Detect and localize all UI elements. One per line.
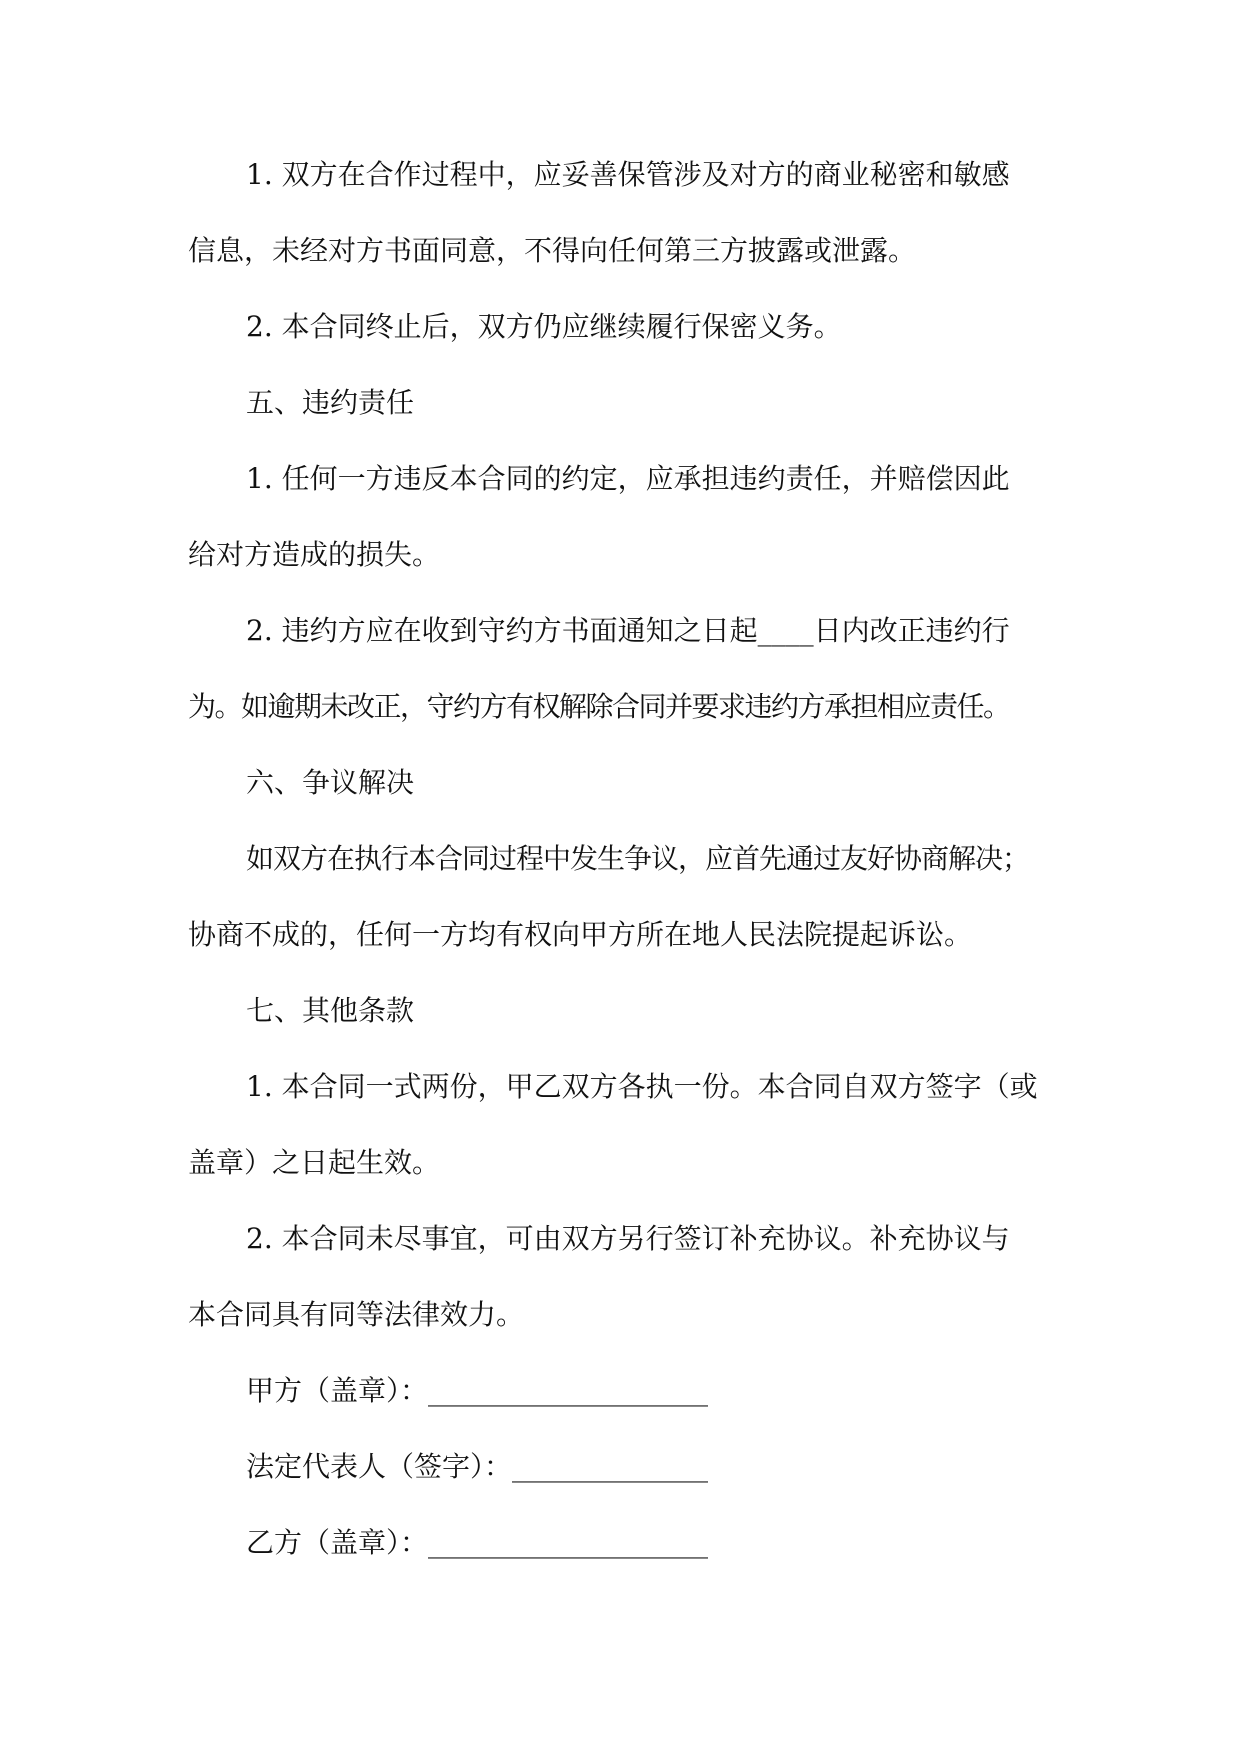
paragraph-line: 协商不成的，任何一方均有权向甲方所在地人民法院提起诉讼。 xyxy=(188,918,973,951)
contract-body xyxy=(188,137,1068,1581)
liability-clause-2 xyxy=(188,593,1068,745)
legal-representative-signature-line: 法定代表人（签字）：______________ xyxy=(246,1450,709,1483)
other-terms-clause-1 xyxy=(188,1049,1068,1201)
paragraph-line: 2. 本合同未尽事宜，可由双方另行签订补充协议。补充协议与 xyxy=(246,1222,1010,1255)
section-heading-liability: 五、违约责任 xyxy=(246,386,415,419)
section-heading-dispute: 六、争议解决 xyxy=(246,766,415,799)
dispute-clause xyxy=(188,821,1068,973)
paragraph-line: 盖章）之日起生效。 xyxy=(188,1146,441,1179)
paragraph-line: 1. 本合同一式两份，甲乙双方各执一份。本合同自双方签字（或 xyxy=(246,1070,1038,1103)
paragraph-line: 1. 任何一方违反本合同的约定，应承担违约责任，并赔偿因此 xyxy=(246,462,1010,495)
party-a-signature-line: 甲方（盖章）：____________________ xyxy=(246,1374,709,1407)
party-b-signature-line: 乙方（盖章）：____________________ xyxy=(246,1526,709,1559)
paragraph-line: 给对方造成的损失。 xyxy=(188,538,441,571)
paragraph-line: 本合同具有同等法律效力。 xyxy=(188,1298,525,1331)
other-terms-clause-2 xyxy=(188,1201,1068,1353)
paragraph-line: 2. 违约方应在收到守约方书面通知之日起____日内改正违约行 xyxy=(246,614,1010,647)
paragraph-line: 1. 双方在合作过程中，应妥善保管涉及对方的商业秘密和敏感 xyxy=(246,158,1010,191)
section-heading-other-terms: 七、其他条款 xyxy=(246,994,415,1027)
paragraph-line: 为。如逾期未改正，守约方有权解除合同并要求违约方承担相应责任。 xyxy=(188,690,1010,723)
confidentiality-clause-1 xyxy=(188,137,1068,289)
paragraph-line: 信息，未经对方书面同意，不得向任何第三方披露或泄露。 xyxy=(188,234,917,267)
confidentiality-clause-2 xyxy=(188,289,1068,365)
paragraph-line: 如双方在执行本合同过程中发生争议，应首先通过友好协商解决； xyxy=(246,842,1030,875)
paragraph-line: 2. 本合同终止后，双方仍应继续履行保密义务。 xyxy=(246,310,842,343)
liability-clause-1 xyxy=(188,441,1068,593)
